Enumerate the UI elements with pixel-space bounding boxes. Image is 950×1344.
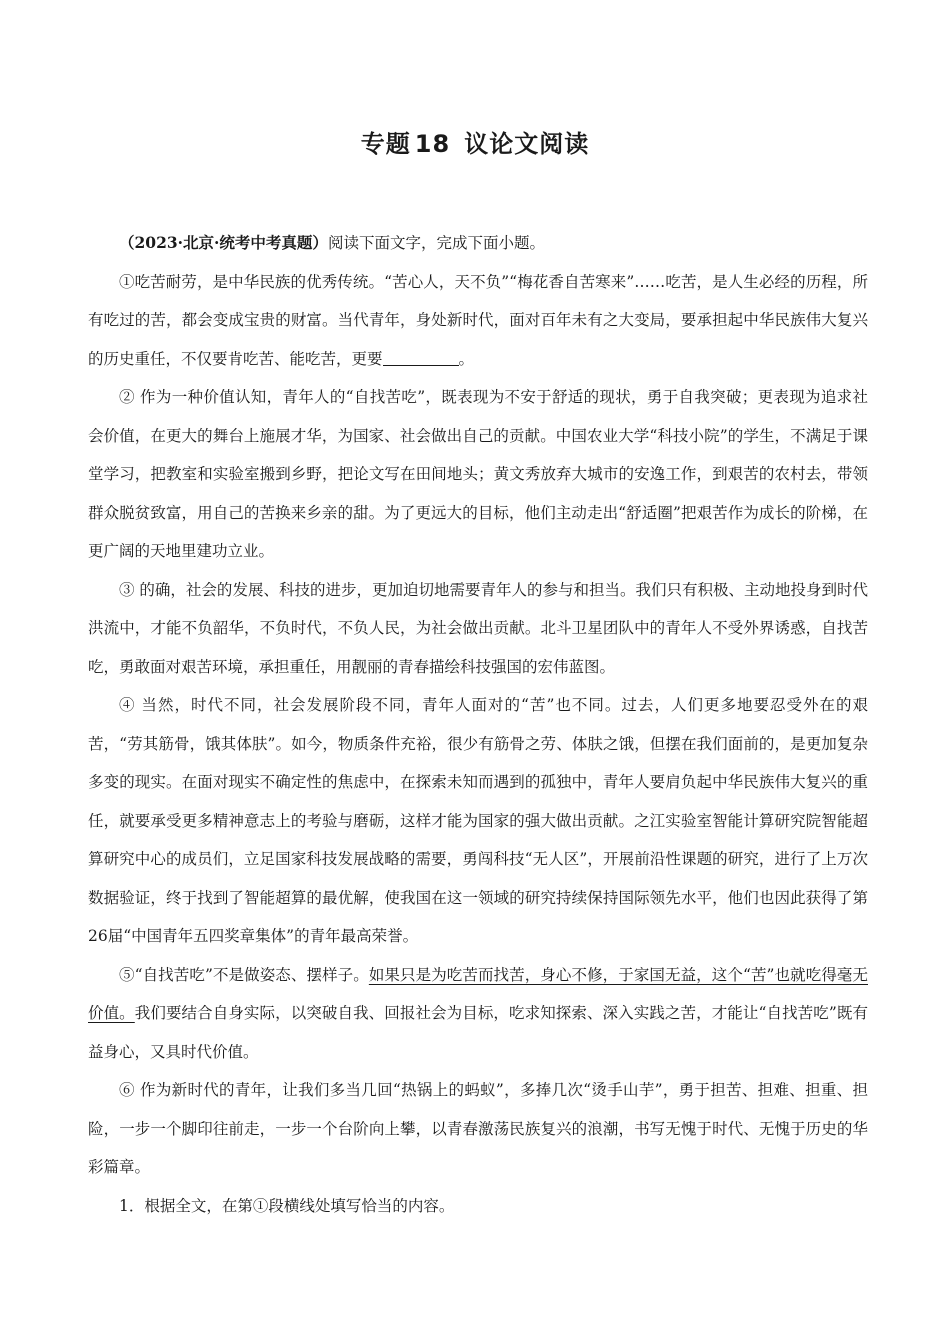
paragraph-1-text: ①吃苦耐劳，是中华民族的优秀传统。“苦心人，天不负”“梅花香自苦寒来”……吃苦，是人生必经的历程，所有吃过的苦，都会变成宝贵的财富。当代青年，身处新时代，面对百年未有之大变局，要承担起中华民族伟大复兴的历史重任，不仅要肯吃苦、能吃苦，更要 [88,272,868,368]
underlined-sentence: 如果只是为吃苦而找苦，身心不修，于家国无益，这个“苦”也就吃得毫无价值。 [88,965,868,1022]
article-body [88,224,868,1225]
paragraph-4: ④ 当然，时代不同，社会发展阶段不同，青年人面对的“苦”也不同。过去，人们更多地要忍受外在的艰苦，“劳其筋骨，饿其体肤”。如今，物质条件充裕，很少有筋骨之劳、体肤之饿，但摆在我们面前的，是更加复杂多变的现实。在面对现实不确定性的焦虑中，在探索未知而遇到的孤独中，青年人要肩负起中华民族伟大复兴的重任，就要承受更多精神意志上的考验与磨砺，这样才能为国家的强大做出贡献。之江实验室智能计算研究院智能超算研究中心的成员们，立足国家科技发展战略的需要，勇闯科技“无人区”，开展前沿性课题的研究，进行了上万次数据验证，终于找到了智能超算的最优解，使我国在这一领域的研究持续保持国际领先水平，他们也因此获得了第26届“中国青年五四奖章集体”的青年最高荣誉。 [88,696,868,945]
paragraph-1 [88,263,868,379]
answer-blank [383,349,459,366]
question-1: 1．根据全文，在第①段横线处填写恰当的内容。 [119,1196,455,1215]
paragraph-6: ⑥ 作为新时代的青年，让我们多当几回“热锅上的蚂蚁”，多捧几次“烫手山芋”，勇于担苦、担难、担重、担险，一步一个脚印往前走，一步一个台阶向上攀，以青春激荡民族复兴的浪潮，书写无愧于时代、无愧于历史的华彩篇章。 [88,1081,868,1176]
exam-source: （2023·北京·统考中考真题） [119,233,328,252]
paragraph-5-end: 我们要结合自身实际，以突破自我、回报社会为目标，吃求知探索、深入实践之苦，才能让“自找苦吃”既有益身心，又具时代价值。 [88,1004,868,1061]
title-text: 议论文阅读 [464,130,590,158]
paragraph-3: ③ 的确，社会的发展、科技的进步，更加迫切地需要青年人的参与和担当。我们只有积极、主动地投身到时代洪流中，才能不负韶华，不负时代，不负人民，为社会做出贡献。北斗卫星团队中的青年人不受外界诱惑，自找苦吃，勇敢面对艰苦环境，承担重任，用靓丽的青春描绘科技强国的宏伟蓝图。 [88,580,868,676]
paragraph-2: ② 作为一种价值认知，青年人的“自找苦吃”，既表现为不安于舒适的现状，勇于自我突破；更表现为追求社会价值，在更大的舞台上施展才华，为国家、社会做出自己的贡献。中国农业大学“科技小院”的学生，不满足于课堂学习，把教室和实验室搬到乡野，把论文写在田间地头；黄文秀放弃大城市的安逸工作，到艰苦的农村去，带领群众脱贫致富，用自己的苦换来乡亲的甜。为了更远大的目标，他们主动走出“舒适圈”把艰苦作为成长的阶梯，在更广阔的天地里建功立业。 [88,388,868,560]
paragraph-5-start: ⑤“自找苦吃”不是做姿态、摆样子。 [119,965,369,984]
title-prefix: 专题 [360,130,411,158]
intro-line [88,224,868,263]
intro-instruction: 阅读下面文字，完成下面小题。 [327,234,545,252]
paragraph-1-end: 。 [458,349,475,368]
page-title [0,124,950,159]
title-number: 18 [414,130,451,158]
paragraph-5 [88,956,868,1072]
